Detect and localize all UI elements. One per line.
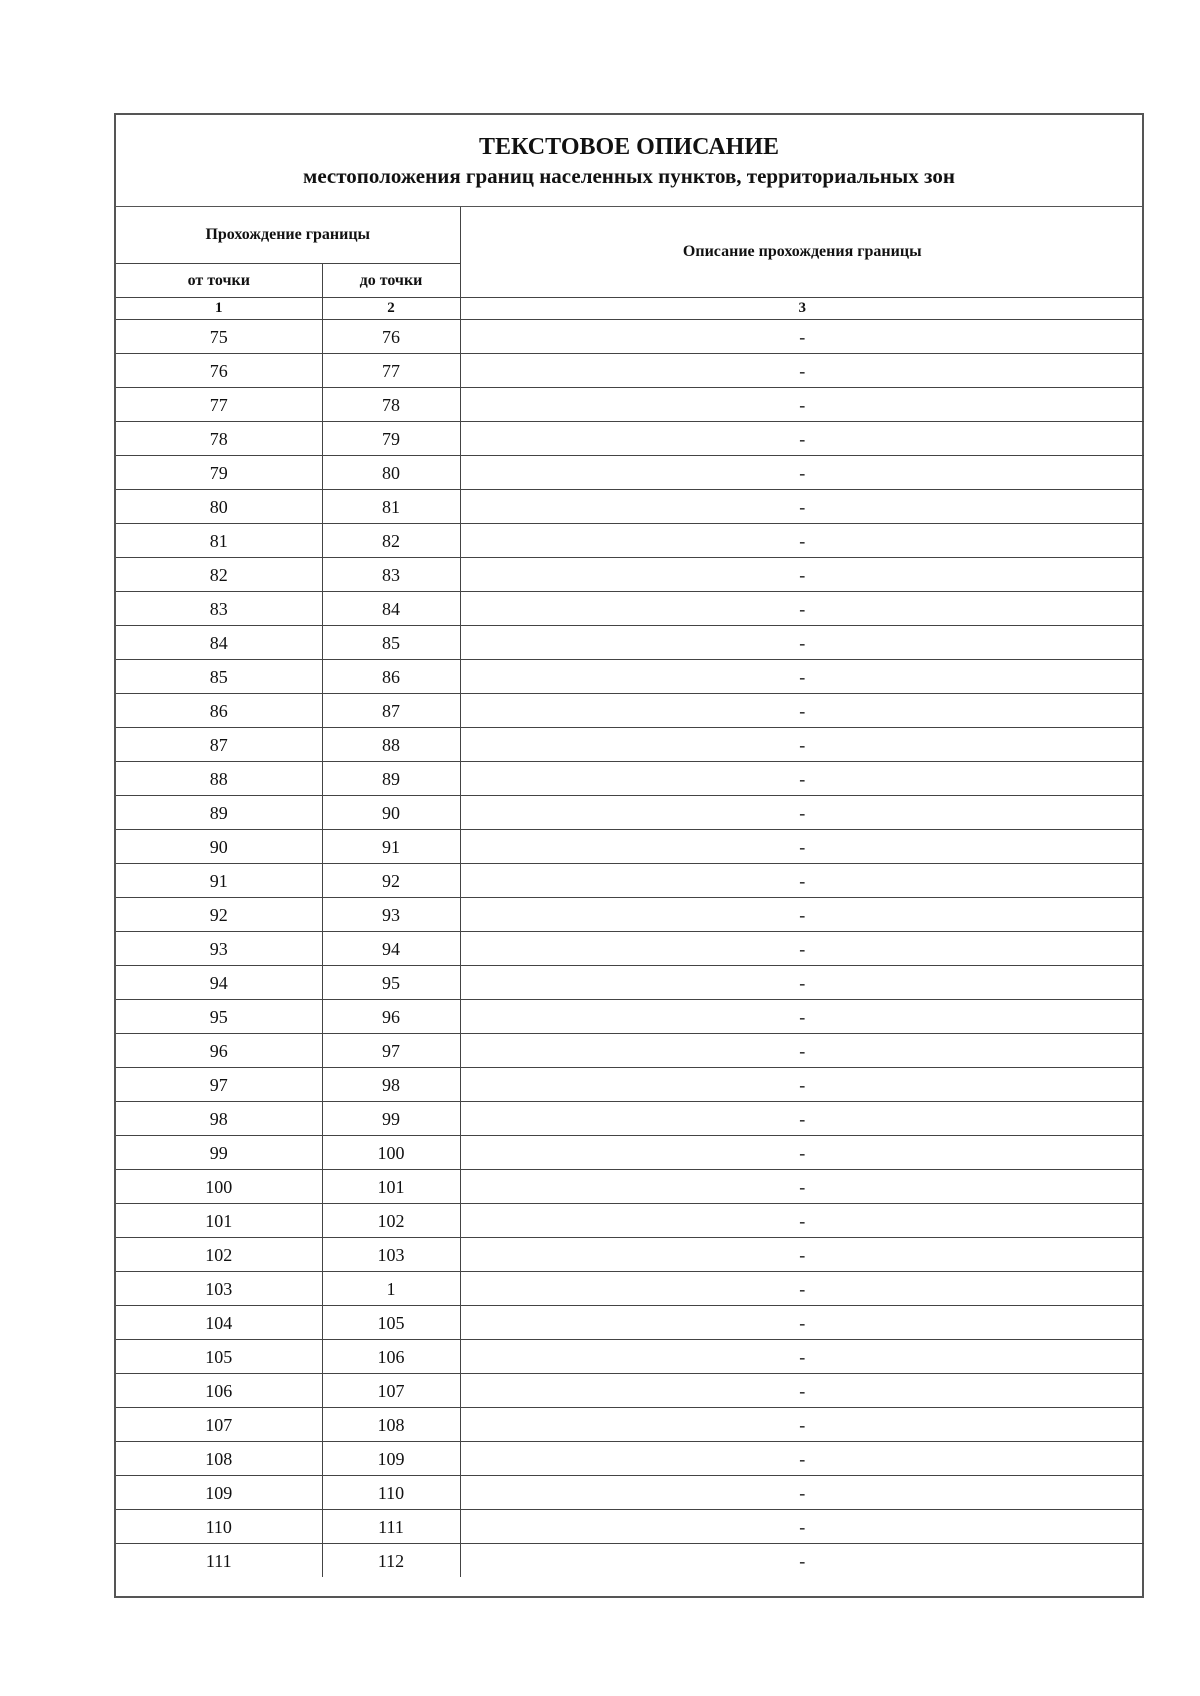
from-point-cell: 98 — [116, 1102, 322, 1136]
to-point-cell: 94 — [322, 932, 460, 966]
table-row — [116, 456, 1144, 490]
from-point-cell: 80 — [116, 490, 322, 524]
to-point-cell: 86 — [322, 660, 460, 694]
table-row — [116, 1374, 1144, 1408]
description-cell: - — [460, 1102, 1144, 1136]
from-point-cell: 93 — [116, 932, 322, 966]
description-cell: - — [460, 1034, 1144, 1068]
to-point-cell: 77 — [322, 354, 460, 388]
from-point-cell: 100 — [116, 1170, 322, 1204]
from-point-cell: 92 — [116, 898, 322, 932]
description-cell: - — [460, 1000, 1144, 1034]
description-cell: - — [460, 1306, 1144, 1340]
table-row — [116, 1272, 1144, 1306]
from-point-cell: 75 — [116, 320, 322, 354]
description-cell: - — [460, 966, 1144, 1000]
to-point-cell: 93 — [322, 898, 460, 932]
table-row — [116, 1476, 1144, 1510]
description-cell: - — [460, 1136, 1144, 1170]
table-row — [116, 898, 1144, 932]
description-cell: - — [460, 660, 1144, 694]
description-cell: - — [460, 1544, 1144, 1578]
description-cell: - — [460, 898, 1144, 932]
table-row — [116, 830, 1144, 864]
table-row — [116, 728, 1144, 762]
to-point-cell: 96 — [322, 1000, 460, 1034]
description-cell: - — [460, 830, 1144, 864]
table-row — [116, 1408, 1144, 1442]
header-row-group — [116, 207, 1144, 264]
table-row — [116, 490, 1144, 524]
table-row — [116, 1340, 1144, 1374]
to-point-cell: 101 — [322, 1170, 460, 1204]
from-point-cell: 107 — [116, 1408, 322, 1442]
table-row — [116, 592, 1144, 626]
to-point-cell: 89 — [322, 762, 460, 796]
to-point-cell: 98 — [322, 1068, 460, 1102]
document-subtitle: местоположения границ населенных пунктов, территориальных зон — [303, 164, 955, 188]
from-point-cell: 101 — [116, 1204, 322, 1238]
from-point-cell: 99 — [116, 1136, 322, 1170]
to-point-cell: 109 — [322, 1442, 460, 1476]
to-point-cell: 107 — [322, 1374, 460, 1408]
to-point-cell: 84 — [322, 592, 460, 626]
table-row — [116, 1306, 1144, 1340]
table-row — [116, 660, 1144, 694]
from-point-cell: 78 — [116, 422, 322, 456]
description-cell: - — [460, 864, 1144, 898]
from-point-cell: 91 — [116, 864, 322, 898]
to-point-cell: 99 — [322, 1102, 460, 1136]
from-point-cell: 88 — [116, 762, 322, 796]
to-point-cell: 82 — [322, 524, 460, 558]
to-point-cell: 87 — [322, 694, 460, 728]
table-row — [116, 1068, 1144, 1102]
header-col-2: 2 — [322, 298, 460, 320]
header-description: Описание прохождения границы — [460, 207, 1144, 298]
table-row — [116, 422, 1144, 456]
header-from-point: от точки — [116, 264, 322, 298]
from-point-cell: 102 — [116, 1238, 322, 1272]
table-row — [116, 1544, 1144, 1578]
description-cell: - — [460, 728, 1144, 762]
to-point-cell: 80 — [322, 456, 460, 490]
description-cell: - — [460, 388, 1144, 422]
table-row — [116, 1204, 1144, 1238]
from-point-cell: 77 — [116, 388, 322, 422]
header-col-3: 3 — [460, 298, 1144, 320]
to-point-cell: 111 — [322, 1510, 460, 1544]
header-to-point: до точки — [322, 264, 460, 298]
from-point-cell: 96 — [116, 1034, 322, 1068]
to-point-cell: 106 — [322, 1340, 460, 1374]
from-point-cell: 105 — [116, 1340, 322, 1374]
from-point-cell: 104 — [116, 1306, 322, 1340]
description-cell: - — [460, 762, 1144, 796]
to-point-cell: 79 — [322, 422, 460, 456]
table-row — [116, 626, 1144, 660]
header-col-1: 1 — [116, 298, 322, 320]
to-point-cell: 105 — [322, 1306, 460, 1340]
from-point-cell: 76 — [116, 354, 322, 388]
table-row — [116, 1034, 1144, 1068]
to-point-cell: 112 — [322, 1544, 460, 1578]
table-row — [116, 966, 1144, 1000]
header-column-numbers — [116, 298, 1144, 320]
description-cell: - — [460, 1170, 1144, 1204]
from-point-cell: 85 — [116, 660, 322, 694]
description-cell: - — [460, 1272, 1144, 1306]
table-row — [116, 1510, 1144, 1544]
table-row — [116, 1238, 1144, 1272]
from-point-cell: 111 — [116, 1544, 322, 1578]
from-point-cell: 90 — [116, 830, 322, 864]
to-point-cell: 95 — [322, 966, 460, 1000]
description-cell: - — [460, 558, 1144, 592]
description-cell: - — [460, 1442, 1144, 1476]
from-point-cell: 84 — [116, 626, 322, 660]
description-cell: - — [460, 1510, 1144, 1544]
description-cell: - — [460, 694, 1144, 728]
description-cell: - — [460, 1238, 1144, 1272]
to-point-cell: 100 — [322, 1136, 460, 1170]
description-cell: - — [460, 1476, 1144, 1510]
to-point-cell: 108 — [322, 1408, 460, 1442]
from-point-cell: 94 — [116, 966, 322, 1000]
table-row — [116, 1102, 1144, 1136]
from-point-cell: 86 — [116, 694, 322, 728]
description-cell: - — [460, 456, 1144, 490]
from-point-cell: 103 — [116, 1272, 322, 1306]
from-point-cell: 106 — [116, 1374, 322, 1408]
description-cell: - — [460, 1204, 1144, 1238]
table-row — [116, 1136, 1144, 1170]
description-cell: - — [460, 626, 1144, 660]
table-row — [116, 694, 1144, 728]
from-point-cell: 109 — [116, 1476, 322, 1510]
description-cell: - — [460, 320, 1144, 354]
table-row — [116, 354, 1144, 388]
to-point-cell: 91 — [322, 830, 460, 864]
description-cell: - — [460, 354, 1144, 388]
to-point-cell: 102 — [322, 1204, 460, 1238]
to-point-cell: 92 — [322, 864, 460, 898]
description-cell: - — [460, 1408, 1144, 1442]
boundary-table-body — [116, 207, 1144, 1577]
description-cell: - — [460, 592, 1144, 626]
description-cell: - — [460, 524, 1144, 558]
to-point-cell: 1 — [322, 1272, 460, 1306]
from-point-cell: 108 — [116, 1442, 322, 1476]
from-point-cell: 83 — [116, 592, 322, 626]
to-point-cell: 103 — [322, 1238, 460, 1272]
to-point-cell: 88 — [322, 728, 460, 762]
from-point-cell: 89 — [116, 796, 322, 830]
table-row — [116, 320, 1144, 354]
description-cell: - — [460, 422, 1144, 456]
to-point-cell: 90 — [322, 796, 460, 830]
table-row — [116, 524, 1144, 558]
from-point-cell: 110 — [116, 1510, 322, 1544]
from-point-cell: 82 — [116, 558, 322, 592]
to-point-cell: 76 — [322, 320, 460, 354]
from-point-cell: 95 — [116, 1000, 322, 1034]
description-cell: - — [460, 490, 1144, 524]
table-row — [116, 762, 1144, 796]
document-sheet — [114, 113, 1144, 1598]
to-point-cell: 78 — [322, 388, 460, 422]
table-row — [116, 1442, 1144, 1476]
table-row — [116, 558, 1144, 592]
table-row — [116, 1170, 1144, 1204]
from-point-cell: 79 — [116, 456, 322, 490]
from-point-cell: 87 — [116, 728, 322, 762]
table-row — [116, 1000, 1144, 1034]
description-cell: - — [460, 1068, 1144, 1102]
to-point-cell: 83 — [322, 558, 460, 592]
description-cell: - — [460, 932, 1144, 966]
boundary-table — [116, 207, 1144, 1577]
table-row — [116, 388, 1144, 422]
header-boundary-passage: Прохождение границы — [205, 226, 371, 243]
description-cell: - — [460, 796, 1144, 830]
to-point-cell: 97 — [322, 1034, 460, 1068]
description-cell: - — [460, 1374, 1144, 1408]
description-cell: - — [460, 1340, 1144, 1374]
table-row — [116, 796, 1144, 830]
table-row — [116, 864, 1144, 898]
to-point-cell: 81 — [322, 490, 460, 524]
to-point-cell: 85 — [322, 626, 460, 660]
document-title: ТЕКСТОВОЕ ОПИСАНИЕ — [478, 134, 779, 160]
title-block — [116, 115, 1142, 207]
to-point-cell: 110 — [322, 1476, 460, 1510]
from-point-cell: 97 — [116, 1068, 322, 1102]
from-point-cell: 81 — [116, 524, 322, 558]
table-row — [116, 932, 1144, 966]
